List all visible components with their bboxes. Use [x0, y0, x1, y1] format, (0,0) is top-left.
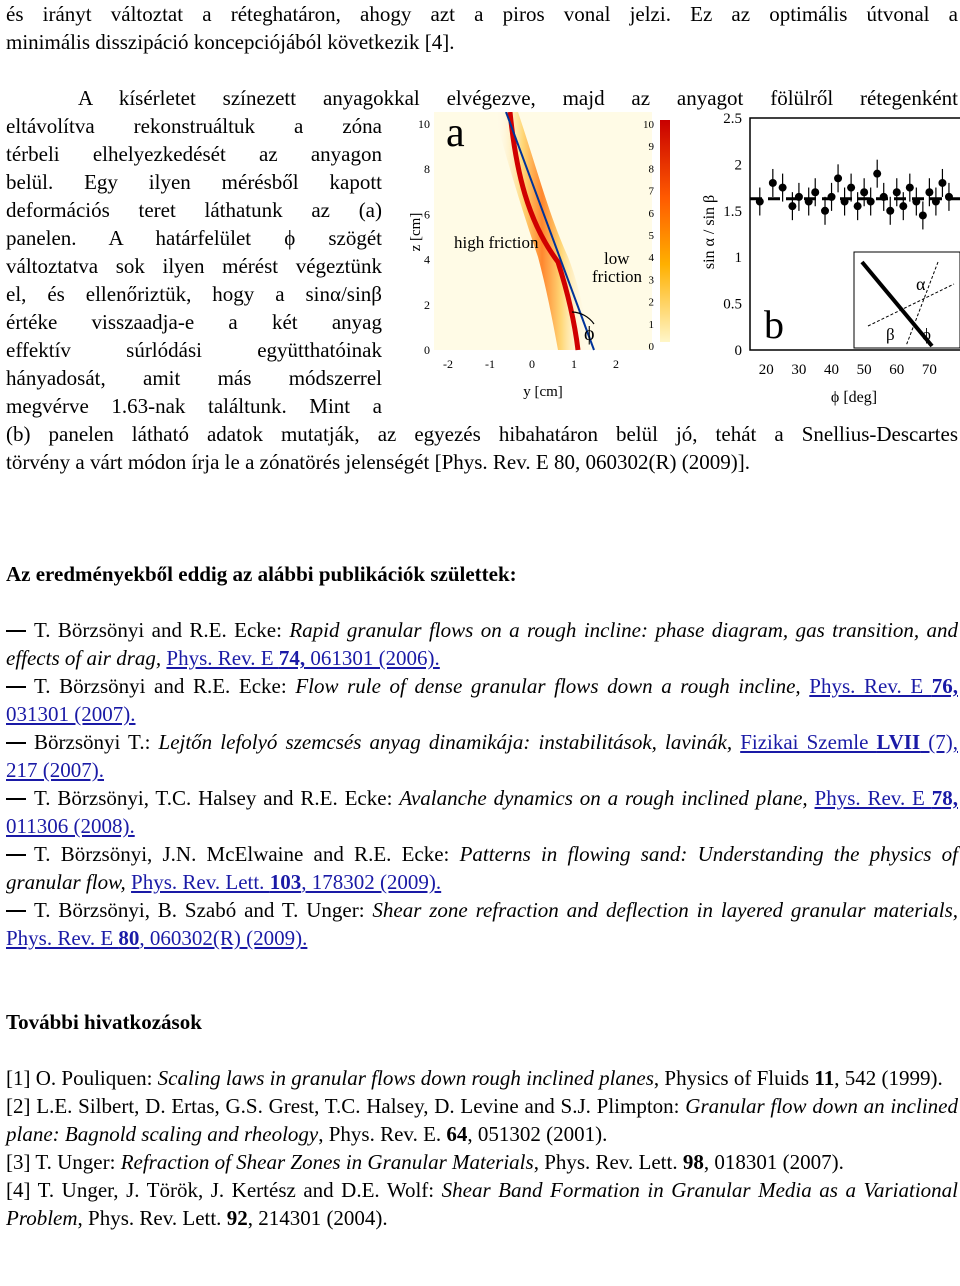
experiment-wrapped-text [6, 112, 382, 420]
link-journal: Phys. Rev. E [6, 926, 119, 950]
y-ticks-b [723, 112, 742, 359]
z-tick-label: 10 [418, 117, 430, 131]
references-list [6, 1064, 958, 1232]
z-tick-label: 8 [424, 162, 430, 177]
colorbar-tick-label: 6 [648, 207, 654, 220]
publication-link[interactable] [131, 870, 441, 894]
reference-journal: , Phys. Rev. Lett. [533, 1150, 683, 1174]
publication-item [6, 896, 958, 952]
publication-authors: T. Börzsönyi and R.E. Ecke: [34, 674, 296, 698]
experiment-wrapped-line: hányadosát, amit más módszerrel [6, 366, 382, 390]
link-pages: 011306 (2008). [6, 814, 135, 838]
publication-item [6, 728, 958, 784]
link-journal: Phys. Rev. E [814, 786, 932, 810]
colorbar-tick-label: 5 [648, 230, 654, 242]
experiment-wrapped-line: effektív súrlódási együtthatóinak [6, 338, 382, 362]
colorbar-tick-label: 3 [648, 274, 654, 287]
dash-bullet [6, 742, 26, 744]
z-tick-label: 2 [424, 297, 430, 312]
y-tick-label: 1 [571, 357, 577, 371]
y-tick-label: 2.5 [723, 112, 742, 127]
x-tick-label: 60 [889, 362, 905, 378]
z-tick-label: 0 [424, 343, 430, 357]
colorbar-tick-label: 10 [643, 119, 654, 131]
experiment-after-line-1: (b) panelen látható adatok mutatják, az egyezés hibahatáron belül jó, tehát a Snellius-Descartes [6, 422, 958, 446]
reference-journal: , Phys. Rev. E. [318, 1122, 447, 1146]
experiment-first-line: A kísérletet színezett anyagokkal elvégezve, majd az anyagot fölülről rétegenként [78, 86, 958, 110]
panel-a-letter: a [446, 112, 465, 156]
publication-authors: T. Börzsönyi, B. Szabó and T. Unger: [34, 898, 373, 922]
experiment-wrapped-line: eltávolítva rekonstruáltuk a zóna [6, 114, 382, 138]
colorbar-tick-label: 2 [648, 296, 654, 309]
inset-frame [854, 252, 960, 348]
publications-heading: Az eredményekből eddig az alábbi publikációk születtek: [6, 562, 517, 586]
reference-item [6, 1064, 958, 1092]
reference-title: Scaling laws in granular flows down rough inclined planes [157, 1066, 654, 1090]
y-tick-label: 0 [734, 343, 742, 359]
publication-item [6, 840, 958, 896]
y-tick-label: 0 [529, 357, 535, 371]
z-axis-label: z [cm] [408, 212, 424, 252]
y-tick-label: 0.5 [723, 296, 742, 313]
intro-line-2: minimális disszipáció koncepciójából következik [4]. [6, 30, 455, 54]
colorbar-tick-label: 0 [648, 341, 654, 353]
link-volume: 80 [118, 926, 140, 950]
colorbar-tick-label: 4 [648, 252, 654, 265]
intro-line-1: és irányt változtat a réteghatáron, ahogy azt a piros vonal jelzi. Ez az optimális útvonal a [6, 2, 958, 26]
references-heading: További hivatkozások [6, 1010, 202, 1034]
low-friction-label-1: low [604, 249, 630, 268]
publication-title: Patterns in flowing sand: Understanding the physics of granular flow, [6, 842, 958, 894]
reference-item [6, 1148, 958, 1176]
figure [398, 112, 960, 408]
colorbar [660, 120, 670, 342]
publication-authors: T. Börzsönyi, T.C. Halsey and R.E. Ecke: [34, 786, 400, 810]
x-tick-label: 20 [758, 362, 774, 378]
link-pages: 061301 (2006). [305, 646, 440, 670]
z-tick-label: 6 [424, 207, 430, 222]
reference-title: Granular flow down an inclined plane: Bagnold scaling and rheology [6, 1094, 958, 1146]
publication-title: Rapid granular flows on a rough incline: phase diagram, gas transition, and effects of air drag, [6, 618, 958, 670]
experiment-wrapped-line: megvérve 1.63-nak találtunk. Mint a [6, 394, 382, 418]
link-pages: , 060302(R) (2009). [139, 926, 308, 950]
experiment-wrapped-line: változtatva sok ilyen mérést végeztünk [6, 254, 382, 278]
panel-a [408, 112, 670, 400]
reference-journal: , Physics of Fluids [653, 1066, 815, 1090]
reference-item [6, 1092, 958, 1148]
reference-authors: [3] T. Unger: [6, 1150, 121, 1174]
dash-bullet [6, 686, 26, 688]
panel-a-phi: ϕ [584, 323, 595, 345]
y-ticks [443, 357, 619, 371]
x-tick-label: 50 [856, 362, 872, 378]
link-pages: , 178302 (2009). [301, 870, 442, 894]
y-tick-label: -2 [443, 357, 453, 371]
panel-b-xlabel: ϕ [deg] [830, 389, 878, 406]
high-friction-label: high friction [454, 233, 539, 252]
y-axis-label: y [cm] [523, 384, 563, 400]
x-tick-label: 30 [791, 362, 807, 378]
inset-alpha: α [916, 274, 926, 294]
y-tick-label: -1 [485, 357, 495, 371]
reference-volume: 64 [446, 1122, 468, 1146]
publication-title: Avalanche dynamics on a rough inclined plane, [399, 786, 808, 810]
reference-pages: , 018301 (2007). [703, 1150, 844, 1174]
y-tick-label: 1.5 [723, 203, 742, 220]
publications-list [6, 616, 958, 952]
reference-volume: 11 [814, 1066, 835, 1090]
link-volume: 78, [931, 786, 958, 810]
y-tick-label: 2 [613, 357, 619, 371]
document-page [6, 0, 958, 1232]
publication-title: Lejtőn lefolyó szemcsés anyag dinamikája: instabilitások, lavinák, [158, 730, 733, 754]
colorbar-tick-label: 8 [648, 163, 654, 176]
experiment-wrapped-line: térbeli elhelyezkedését az anyagon [6, 142, 382, 166]
reference-authors: [1] O. Pouliquen: [6, 1066, 158, 1090]
figure-svg [398, 112, 960, 412]
experiment-wrapped-line: belül. Egy ilyen mérésből kapott [6, 170, 382, 194]
colorbar-tick-label: 9 [648, 141, 654, 154]
colorbar-tick-label: 1 [648, 318, 654, 331]
low-friction-label-2: friction [592, 267, 643, 286]
reference-item [6, 1176, 958, 1232]
publication-authors: T. Börzsönyi and R.E. Ecke: [34, 618, 290, 642]
reference-pages: , 214301 (2004). [247, 1206, 388, 1230]
publication-item [6, 672, 958, 728]
link-pages: 031301 (2007). [6, 702, 136, 726]
z-tick-label: 4 [424, 252, 430, 267]
y-tick-label: 1 [734, 250, 742, 267]
link-volume: 103 [269, 870, 302, 894]
link-volume: 74, [278, 646, 306, 670]
panel-b [701, 112, 960, 406]
x-ticks [759, 362, 937, 378]
panel-b-ylabel: sin α / sin β [701, 194, 718, 270]
experiment-wrapped-line: deformációs teret láthatunk az (a) [6, 198, 382, 222]
inset-phi: ϕ [922, 325, 931, 344]
x-tick-label: 70 [921, 362, 937, 378]
x-tick-label: 40 [824, 362, 840, 378]
reference-title: Refraction of Shear Zones in Granular Materials [120, 1150, 534, 1174]
reference-pages: , 051302 (2001). [467, 1122, 608, 1146]
reference-volume: 92 [226, 1206, 248, 1230]
reference-volume: 98 [682, 1150, 704, 1174]
dash-bullet [6, 798, 26, 800]
publication-title: Flow rule of dense granular flows down a rough incline, [295, 674, 801, 698]
link-journal: Phys. Rev. E [809, 674, 932, 698]
link-volume: 76, [931, 674, 958, 698]
link-volume: LVII [876, 730, 921, 754]
reference-pages: , 542 (1999). [834, 1066, 943, 1090]
colorbar-tick-label: 7 [648, 185, 654, 198]
dash-bullet [6, 630, 26, 632]
link-journal: Phys. Rev. E [166, 646, 279, 670]
panel-b-letter: b [764, 302, 784, 347]
link-pages: (7), 217 (2007). [6, 730, 958, 782]
inset-beta: β [886, 325, 895, 344]
experiment-wrapped-line: panelen. A határfelület ϕ szögét [6, 226, 382, 250]
publication-link[interactable] [6, 926, 307, 950]
publication-authors: Börzsönyi T.: [34, 730, 159, 754]
reference-title: Shear Band Formation in Granular Media as a Variational Problem [6, 1178, 958, 1230]
y-tick-label: 2 [734, 157, 742, 174]
dash-bullet [6, 854, 26, 856]
link-journal: Phys. Rev. Lett. [131, 870, 270, 894]
publication-item [6, 616, 958, 672]
experiment-after-line-2: törvény a várt módon írja le a zónatörés jelenségét [Phys. Rev. E 80, 060302(R) (2009)]. [6, 450, 750, 474]
link-journal: Fizikai Szemle [740, 730, 877, 754]
publication-item [6, 784, 958, 840]
experiment-wrap-block [6, 112, 958, 420]
reference-authors: [2] L.E. Silbert, D. Ertas, G.S. Grest, T.C. Halsey, D. Levine and S.J. Plimpton: [6, 1094, 686, 1118]
dash-bullet [6, 910, 26, 912]
publication-authors: T. Börzsönyi, J.N. McElwaine and R.E. Ecke: [34, 842, 460, 866]
experiment-wrapped-line: el, és ellenőriztük, hogy a sinα/sinβ [6, 282, 382, 306]
reference-journal: , Phys. Rev. Lett. [77, 1206, 227, 1230]
reference-authors: [4] T. Unger, J. Török, J. Kertész and D.E. Wolf: [6, 1178, 442, 1202]
experiment-wrapped-line: értéke visszaadja-e a két anyag [6, 310, 382, 334]
publication-link[interactable] [166, 646, 439, 670]
publication-title: Shear zone refraction and deflection in layered granular materials, [372, 898, 958, 922]
